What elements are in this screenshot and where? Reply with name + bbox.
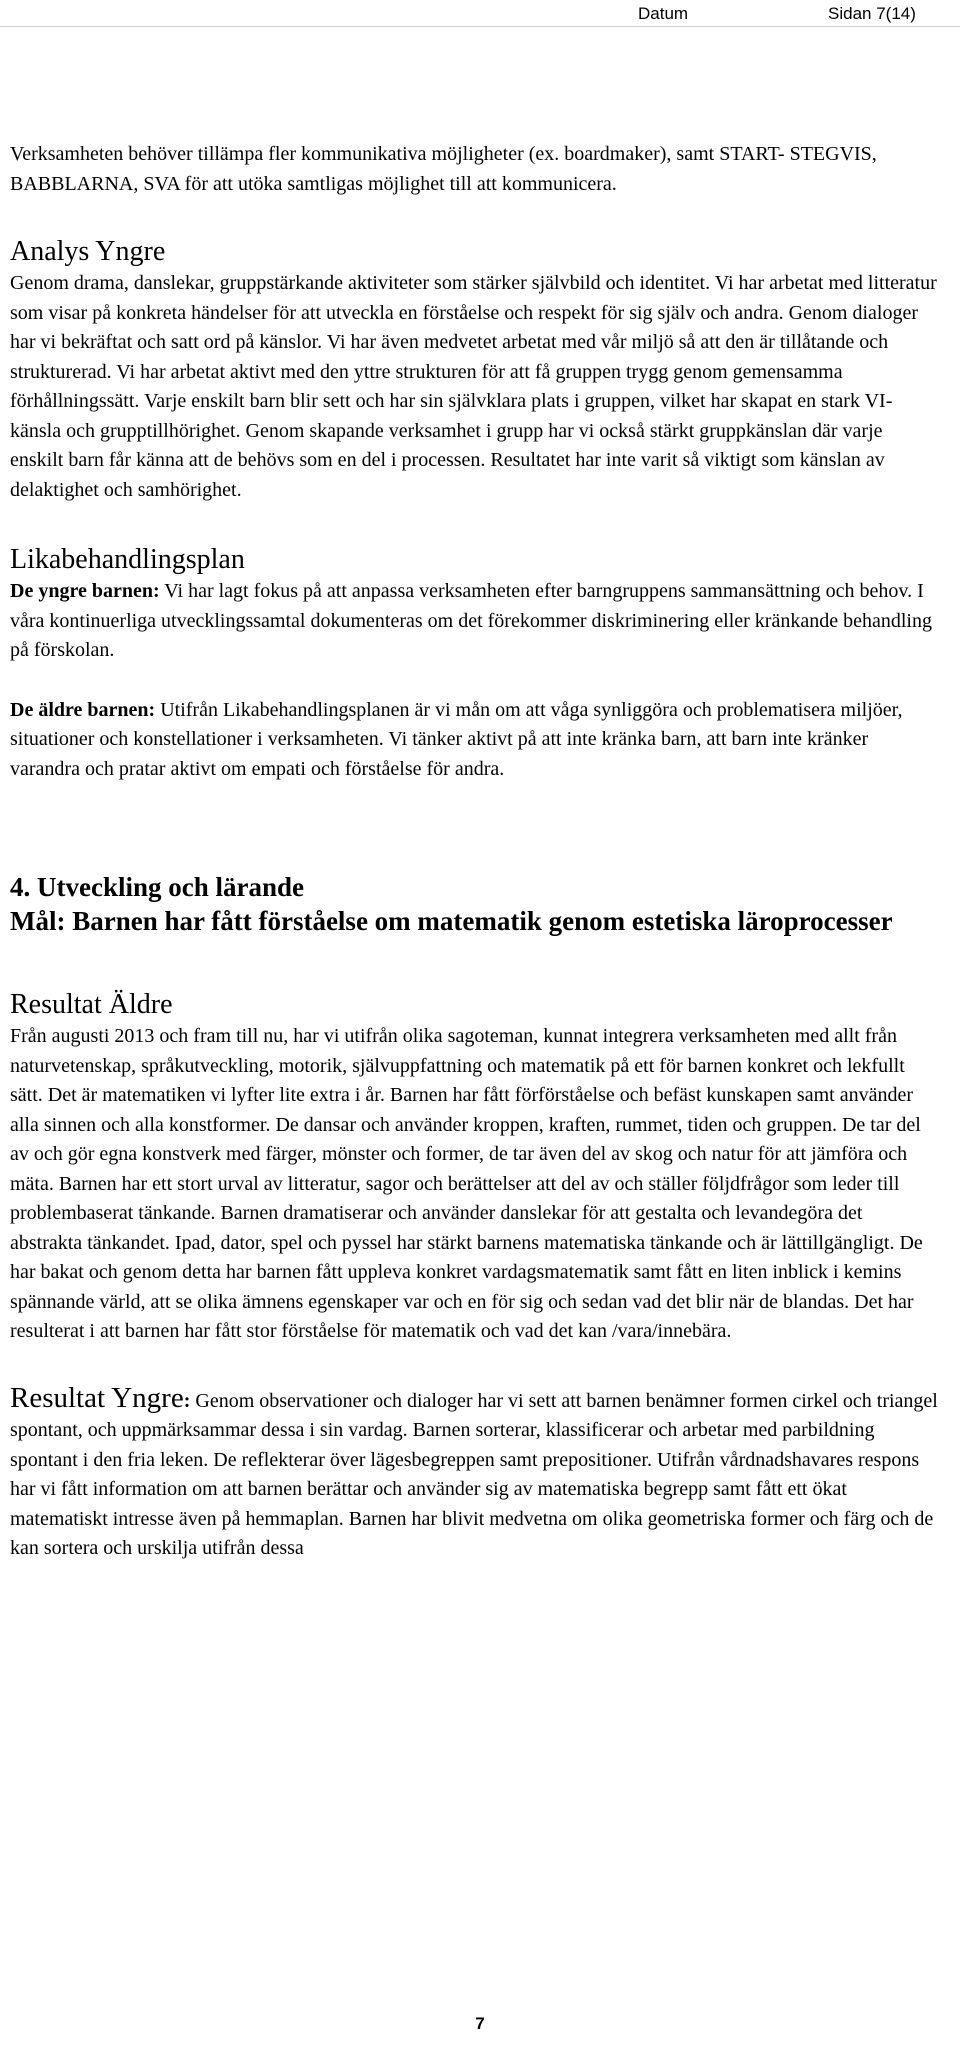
likabehandling-heading: Likabehandlingsplan [10, 544, 245, 575]
section-4-heading: 4. Utveckling och lärande [10, 872, 304, 902]
resultat-yngre-colon: : [183, 1389, 191, 1412]
header-divider [0, 26, 960, 27]
analys-paragraph: Genom drama, danslekar, gruppstärkande aktiviteter som stärker självbild och identitet. Vi har arbetat med litteratur som visar på konkreta händelser för att utveckla en förståelse och respekt för sig själv och andra. Genom dialoger har vi bekräftat och satt ord på känslor. Vi har även medvetet arbetat med vår miljö så att den är tillåtande och strukturerad. Vi har arbetat aktivt med den yttre strukturen för att få gruppen trygg genom gemensamma förhållningssätt. Varje enskilt barn blir sett och har sin självklara plats i gruppen, vilket har skapat en stark VI-känsla och grupptillhörighet. Genom skapande verksamhet i grupp har vi också stärkt gruppkänslan där varje enskilt barn får känna att de behövs som en del i processen. Resultatet har inte varit så viktigt som känslan av delaktighet och samhörighet. [10, 272, 937, 501]
analys-section [10, 235, 938, 505]
section-4 [10, 870, 938, 938]
section-4-goal: Mål: Barnen har fått förståelse om matematik genom estetiska läroprocesser [10, 906, 893, 936]
likabehandling-section [10, 543, 938, 784]
document-body [10, 140, 938, 1564]
aldre-barnen-text: Utifrån Likabehandlingsplanen är vi mån om att våga synliggöra och problematisera miljöer, situationer och konstellationer i verksamheten. Vi tänker aktivt på att inte kränka barn, att barn inte kränker varandra och pratar aktivt om empati och förståelse för andra. [10, 698, 903, 780]
resultat-yngre-section [10, 1381, 938, 1564]
resultat-aldre-section [10, 988, 938, 1347]
header-date: Datum [638, 4, 689, 23]
resultat-yngre-paragraph [10, 1381, 938, 1564]
yngre-barnen-label: De yngre barnen: [10, 580, 160, 602]
page-number: 7 [475, 2014, 485, 2033]
resultat-yngre-text: Genom observationer och dialoger har vi sett att barnen benämner formen cirkel och triangel spontant, och uppmärksammar dessa i sin vardag. Barnen sorterar, klassificerar och arbetar med parbildning spontant i den fria leken. De reflekterar över lägesbegreppen samt prepositioner. Utifrån vårdnadshavares respons har vi fått information om att barnen berättar och använder sig av matematiska begrepp samt fått ett ökat matematiskt intresse även på hemmaplan. Barnen har blivit medvetna om olika geometriska former och färg och de kan sortera och urskilja utifrån dessa [10, 1389, 938, 1559]
yngre-barnen-paragraph [10, 577, 938, 666]
intro-paragraph: Verksamheten behöver tillämpa fler kommunikativa möjligheter (ex. boardmaker), samt START- STEGVIS, BABBLARNA, SVA för att utöka samtligas möjlighet till att kommunicera. [10, 143, 877, 195]
resultat-aldre-heading: Resultat Äldre [10, 989, 173, 1020]
resultat-aldre-paragraph: Från augusti 2013 och fram till nu, har vi utifrån olika sagoteman, kunnat integrera verksamheten med allt från naturvetenskap, språkutveckling, motorik, självuppfattning och matematik på ett för barnen konkret och lekfullt sätt. Det är matematiken vi lyfter lite extra i år. Barnen har fått förförståelse och befäst kunskapen samt använder alla sinnen och alla konstformer. De dansar och använder kroppen, kraften, rummet, tiden och gruppen. De tar del av och gör egna konstverk med färger, mönster och former, de tar även del av skog och natur för att jämföra och mäta. Barnen har ett stort urval av litteratur, sagor och berättelser att del av och ställer följdfrågor som leder till problembaserat tänkande. Barnen dramatiserar och använder danslekar för att gestalta och levandegöra det abstrakta tänkandet. Ipad, dator, spel och pyssel har stärkt barnens matematiska tänkande och är lättillgängligt. De har bakat och genom detta har barnen fått uppleva konkret vardagsmatematik samt fått en liten inblick i kemins spännande värld, att se olika ämnens egenskaper var och en för sig och sedan vad det blir när de blandas. Det har resulterat i att barnen har fått stor förståelse för matematik och vad det kan /vara/innebära. [10, 1025, 923, 1342]
aldre-barnen-label: De äldre barnen: [10, 698, 156, 721]
aldre-barnen-paragraph [10, 696, 938, 785]
analys-heading: Analys Yngre [10, 236, 166, 267]
resultat-yngre-heading: Resultat Yngre [10, 1381, 184, 1414]
page-header [0, 0, 960, 26]
yngre-barnen-text: Vi har lagt fokus på att anpassa verksamheten efter barngruppens sammansättning och behov. I våra kontinuerliga utvecklingssamtal dokumenteras om det förekommer diskriminering eller kränkande behandling på förskolan. [10, 580, 932, 661]
header-page-info: Sidan 7(14) [828, 4, 916, 23]
